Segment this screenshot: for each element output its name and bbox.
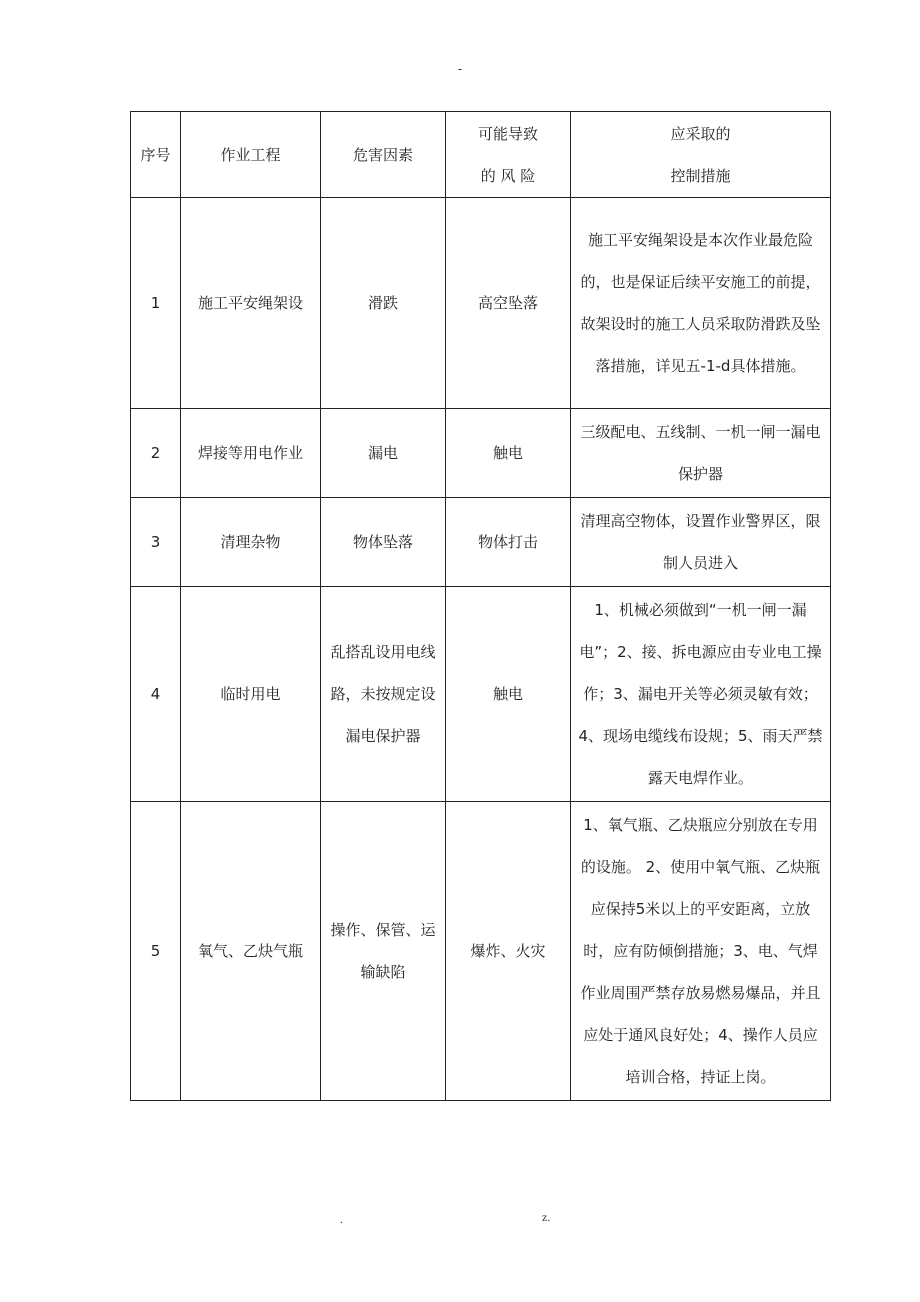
row-index: 2 — [131, 409, 181, 498]
header-measure — [571, 112, 831, 198]
row-risk: 触电 — [446, 587, 571, 802]
header-risk-line1: 可能导致 — [477, 124, 538, 143]
header-hazard: 危害因素 — [321, 112, 446, 198]
table-row — [131, 498, 831, 587]
row-risk: 高空坠落 — [446, 198, 571, 409]
header-work: 作业工程 — [181, 112, 321, 198]
row-hazard: 操作、保管、运输缺陷 — [321, 802, 446, 1101]
header-index: 序号 — [131, 112, 181, 198]
table-row — [131, 587, 831, 802]
header-measure-line2: 控制措施 — [670, 166, 731, 185]
table-row — [131, 802, 831, 1101]
row-index: 4 — [131, 587, 181, 802]
row-index: 5 — [131, 802, 181, 1101]
table-row — [131, 409, 831, 498]
row-risk: 爆炸、火灾 — [446, 802, 571, 1101]
row-work: 施工平安绳架设 — [181, 198, 321, 409]
row-index: 1 — [131, 198, 181, 409]
table-row — [131, 198, 831, 409]
row-work: 焊接等用电作业 — [181, 409, 321, 498]
row-work: 清理杂物 — [181, 498, 321, 587]
row-risk: 物体打击 — [446, 498, 571, 587]
row-hazard: 乱搭乱设用电线路，未按规定设漏电保护器 — [321, 587, 446, 802]
footer-right-mark: z. — [542, 1210, 551, 1224]
risk-control-table — [130, 111, 831, 1101]
row-work: 氧气、乙炔气瓶 — [181, 802, 321, 1101]
row-index: 3 — [131, 498, 181, 587]
header-risk-line2: 的 风 险 — [480, 166, 536, 185]
row-hazard: 滑跌 — [321, 198, 446, 409]
row-work: 临时用电 — [181, 587, 321, 802]
row-measure: 1、机械必须做到“一机一闸一漏电”；2、接、拆电源应由专业电工操作；3、漏电开关等必须灵敏有效；4、现场电缆线布设规；5、雨天严禁露天电焊作业。 — [571, 587, 831, 802]
row-hazard: 漏电 — [321, 409, 446, 498]
footer-left-mark: . — [340, 1212, 343, 1226]
row-risk: 触电 — [446, 409, 571, 498]
row-measure: 清理高空物体，设置作业警界区，限制人员进入 — [571, 498, 831, 587]
row-measure: 三级配电、五线制、一机一闸一漏电保护器 — [571, 409, 831, 498]
header-risk — [446, 112, 571, 198]
table-header-row — [131, 112, 831, 198]
row-measure: 施工平安绳架设是本次作业最危险的，也是保证后续平安施工的前提，故架设时的施工人员采取防滑跌及坠落措施，详见五-1-d具体措施。 — [571, 198, 831, 409]
row-hazard: 物体坠落 — [321, 498, 446, 587]
header-mark: - — [457, 62, 463, 76]
row-measure: 1、氧气瓶、乙炔瓶应分别放在专用的设施。 2、使用中氧气瓶、乙炔瓶应保持5米以上的平安距离，立放时，应有防倾倒措施；3、电、气焊作业周围严禁存放易燃易爆品，并且应处于通风良好处；4、操作人员应培训合格，持证上岗。 — [571, 802, 831, 1101]
header-measure-line1: 应采取的 — [670, 124, 731, 143]
